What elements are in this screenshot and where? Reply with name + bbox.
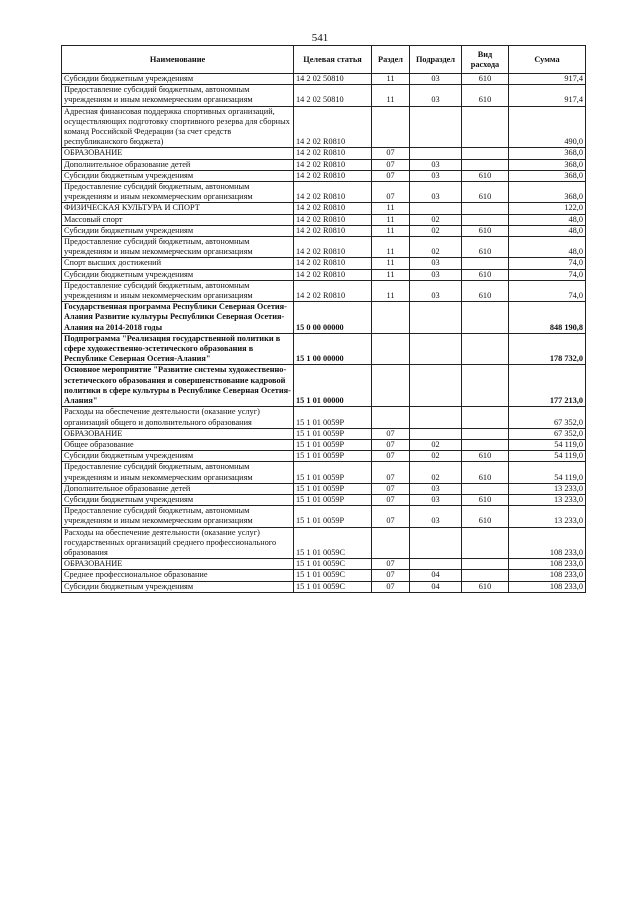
cell-subsection: 03 bbox=[410, 170, 462, 181]
cell-name: Субсидии бюджетным учреждениям bbox=[62, 170, 294, 181]
table-row bbox=[62, 159, 586, 170]
header-subsection: Подраздел bbox=[410, 46, 462, 74]
cell-expense-type bbox=[462, 527, 509, 559]
cell-code: 15 1 01 0059Р bbox=[294, 439, 372, 450]
table-row bbox=[62, 451, 586, 462]
table-row bbox=[62, 333, 586, 365]
cell-subsection: 04 bbox=[410, 570, 462, 581]
cell-section: 07 bbox=[372, 559, 410, 570]
cell-subsection: 02 bbox=[410, 214, 462, 225]
cell-expense-type: 610 bbox=[462, 494, 509, 505]
table-row bbox=[62, 428, 586, 439]
cell-section: 07 bbox=[372, 570, 410, 581]
cell-sum: 917,4 bbox=[509, 74, 586, 85]
cell-section: 11 bbox=[372, 225, 410, 236]
cell-section: 07 bbox=[372, 581, 410, 592]
table-row bbox=[62, 269, 586, 280]
cell-expense-type: 610 bbox=[462, 85, 509, 106]
cell-code: 14 2 02 R0810 bbox=[294, 159, 372, 170]
cell-name: Массовый спорт bbox=[62, 214, 294, 225]
cell-code: 14 2 02 R0810 bbox=[294, 182, 372, 203]
cell-expense-type: 610 bbox=[462, 170, 509, 181]
cell-sum: 48,0 bbox=[509, 237, 586, 258]
cell-sum: 108 233,0 bbox=[509, 559, 586, 570]
cell-name: Дополнительное образование детей bbox=[62, 159, 294, 170]
cell-subsection bbox=[410, 148, 462, 159]
cell-section: 11 bbox=[372, 237, 410, 258]
header-section: Раздел bbox=[372, 46, 410, 74]
cell-subsection: 03 bbox=[410, 494, 462, 505]
cell-expense-type bbox=[462, 570, 509, 581]
budget-table bbox=[61, 45, 586, 593]
cell-code: 15 0 00 00000 bbox=[294, 302, 372, 334]
cell-name: Субсидии бюджетным учреждениям bbox=[62, 269, 294, 280]
cell-section: 07 bbox=[372, 148, 410, 159]
cell-name: Общее образование bbox=[62, 439, 294, 450]
cell-sum: 74,0 bbox=[509, 258, 586, 269]
cell-sum: 54 119,0 bbox=[509, 439, 586, 450]
cell-code: 14 2 02 R0810 bbox=[294, 214, 372, 225]
cell-sum: 74,0 bbox=[509, 280, 586, 301]
cell-code: 14 2 02 R0810 bbox=[294, 280, 372, 301]
cell-sum: 368,0 bbox=[509, 159, 586, 170]
table-row bbox=[62, 182, 586, 203]
cell-section: 07 bbox=[372, 182, 410, 203]
cell-name: Предоставление субсидий бюджетным, автономным учреждениям и иным некоммерческим организациям bbox=[62, 85, 294, 106]
table-row bbox=[62, 74, 586, 85]
cell-section: 07 bbox=[372, 428, 410, 439]
cell-expense-type bbox=[462, 428, 509, 439]
cell-name: Расходы на обеспечение деятельности (оказание услуг) организаций общего и дополнительного образования bbox=[62, 407, 294, 428]
table-row bbox=[62, 203, 586, 214]
cell-name: Среднее профессиональное образование bbox=[62, 570, 294, 581]
cell-expense-type bbox=[462, 559, 509, 570]
cell-expense-type bbox=[462, 258, 509, 269]
cell-sum: 74,0 bbox=[509, 269, 586, 280]
cell-sum: 54 119,0 bbox=[509, 451, 586, 462]
cell-sum: 108 233,0 bbox=[509, 570, 586, 581]
cell-sum: 848 190,8 bbox=[509, 302, 586, 334]
cell-sum: 13 233,0 bbox=[509, 483, 586, 494]
cell-subsection: 02 bbox=[410, 451, 462, 462]
cell-name: Субсидии бюджетным учреждениям bbox=[62, 581, 294, 592]
cell-code: 14 2 02 50810 bbox=[294, 85, 372, 106]
cell-code: 15 1 01 0059Р bbox=[294, 428, 372, 439]
cell-name: Расходы на обеспечение деятельности (оказание услуг) государственных организаций среднего профессионального образования bbox=[62, 527, 294, 559]
cell-subsection: 03 bbox=[410, 506, 462, 527]
cell-subsection: 03 bbox=[410, 269, 462, 280]
table-row bbox=[62, 494, 586, 505]
cell-subsection bbox=[410, 106, 462, 148]
header-expense-type: Вид расхода bbox=[462, 46, 509, 74]
cell-name: Адресная финансовая поддержка спортивных организаций, осуществляющих подготовку спортивного резерва для сборных команд Российской Федерации (за счет средств республиканского бюджета) bbox=[62, 106, 294, 148]
cell-code: 14 2 02 R0810 bbox=[294, 148, 372, 159]
cell-subsection bbox=[410, 407, 462, 428]
cell-name: Подпрограмма "Реализация государственной политики в сфере художественно-эстетического образования в Республике Северная Осетия-Алания" bbox=[62, 333, 294, 365]
cell-subsection: 03 bbox=[410, 159, 462, 170]
cell-section: 11 bbox=[372, 258, 410, 269]
cell-code: 15 1 01 0059Р bbox=[294, 407, 372, 428]
cell-section bbox=[372, 527, 410, 559]
cell-sum: 108 233,0 bbox=[509, 527, 586, 559]
cell-sum: 108 233,0 bbox=[509, 581, 586, 592]
table-row bbox=[62, 106, 586, 148]
cell-expense-type bbox=[462, 106, 509, 148]
cell-section: 11 bbox=[372, 269, 410, 280]
table-row bbox=[62, 570, 586, 581]
cell-section: 07 bbox=[372, 483, 410, 494]
cell-sum: 368,0 bbox=[509, 182, 586, 203]
cell-expense-type: 610 bbox=[462, 506, 509, 527]
cell-section: 07 bbox=[372, 462, 410, 483]
cell-section: 11 bbox=[372, 85, 410, 106]
cell-subsection bbox=[410, 428, 462, 439]
cell-subsection: 02 bbox=[410, 439, 462, 450]
cell-code: 15 1 01 0059С bbox=[294, 527, 372, 559]
table-row bbox=[62, 148, 586, 159]
cell-code: 15 1 01 0059Р bbox=[294, 462, 372, 483]
cell-expense-type: 610 bbox=[462, 451, 509, 462]
cell-expense-type: 610 bbox=[462, 182, 509, 203]
cell-expense-type bbox=[462, 483, 509, 494]
cell-sum: 917,4 bbox=[509, 85, 586, 106]
cell-code: 14 2 02 R0810 bbox=[294, 170, 372, 181]
cell-expense-type bbox=[462, 333, 509, 365]
cell-subsection bbox=[410, 333, 462, 365]
cell-code: 14 2 02 R0810 bbox=[294, 106, 372, 148]
page-number: 541 bbox=[311, 32, 329, 44]
cell-sum: 368,0 bbox=[509, 148, 586, 159]
cell-expense-type bbox=[462, 407, 509, 428]
cell-name: Предоставление субсидий бюджетным, автономным учреждениям и иным некоммерческим организациям bbox=[62, 506, 294, 527]
cell-subsection: 03 bbox=[410, 258, 462, 269]
cell-subsection: 02 bbox=[410, 237, 462, 258]
cell-expense-type: 610 bbox=[462, 462, 509, 483]
cell-code: 14 2 02 R0810 bbox=[294, 269, 372, 280]
cell-name: Государственная программа Республики Северная Осетия-Алания Развитие культуры Республики Северная Осетия-Алания на 2014-2018 годы bbox=[62, 302, 294, 334]
cell-name: Основное мероприятие "Развитие системы художественно-эстетического образования и совершенствование кадровой политики в сфере культуры в Республике Северная Осетия-Алания" bbox=[62, 365, 294, 407]
cell-expense-type bbox=[462, 214, 509, 225]
cell-subsection bbox=[410, 365, 462, 407]
cell-sum: 54 119,0 bbox=[509, 462, 586, 483]
table-row bbox=[62, 559, 586, 570]
cell-section: 07 bbox=[372, 170, 410, 181]
table-row bbox=[62, 407, 586, 428]
cell-sum: 48,0 bbox=[509, 214, 586, 225]
cell-subsection bbox=[410, 527, 462, 559]
cell-expense-type bbox=[462, 365, 509, 407]
cell-code: 15 1 01 0059С bbox=[294, 581, 372, 592]
cell-subsection bbox=[410, 302, 462, 334]
cell-section: 07 bbox=[372, 451, 410, 462]
cell-section: 07 bbox=[372, 439, 410, 450]
cell-expense-type: 610 bbox=[462, 280, 509, 301]
cell-sum: 13 233,0 bbox=[509, 494, 586, 505]
cell-name: Дополнительное образование детей bbox=[62, 483, 294, 494]
table-body bbox=[62, 74, 586, 593]
cell-sum: 490,0 bbox=[509, 106, 586, 148]
table-row bbox=[62, 258, 586, 269]
cell-code: 14 2 02 R0810 bbox=[294, 203, 372, 214]
table-row bbox=[62, 170, 586, 181]
cell-name: Субсидии бюджетным учреждениям bbox=[62, 225, 294, 236]
cell-expense-type bbox=[462, 159, 509, 170]
table-row bbox=[62, 302, 586, 334]
cell-sum: 67 352,0 bbox=[509, 428, 586, 439]
table-row bbox=[62, 214, 586, 225]
cell-code: 15 1 00 00000 bbox=[294, 333, 372, 365]
cell-subsection: 04 bbox=[410, 581, 462, 592]
cell-code: 15 1 01 0059Р bbox=[294, 483, 372, 494]
cell-section bbox=[372, 365, 410, 407]
cell-code: 14 2 02 R0810 bbox=[294, 258, 372, 269]
cell-sum: 48,0 bbox=[509, 225, 586, 236]
cell-subsection: 03 bbox=[410, 483, 462, 494]
cell-sum: 368,0 bbox=[509, 170, 586, 181]
cell-code: 15 1 01 0059Р bbox=[294, 506, 372, 527]
cell-section bbox=[372, 407, 410, 428]
cell-subsection: 03 bbox=[410, 182, 462, 203]
header-code: Целевая статья bbox=[294, 46, 372, 74]
header-row bbox=[62, 46, 586, 74]
cell-expense-type: 610 bbox=[462, 581, 509, 592]
cell-code: 15 1 01 0059Р bbox=[294, 494, 372, 505]
cell-section: 11 bbox=[372, 280, 410, 301]
cell-section: 07 bbox=[372, 159, 410, 170]
cell-code: 15 1 01 0059С bbox=[294, 559, 372, 570]
cell-section: 11 bbox=[372, 214, 410, 225]
cell-name: Предоставление субсидий бюджетным, автономным учреждениям и иным некоммерческим организациям bbox=[62, 182, 294, 203]
cell-code: 15 1 01 0059Р bbox=[294, 451, 372, 462]
table-row bbox=[62, 225, 586, 236]
table-row bbox=[62, 280, 586, 301]
cell-expense-type bbox=[462, 439, 509, 450]
cell-name: Субсидии бюджетным учреждениям bbox=[62, 494, 294, 505]
cell-sum: 122,0 bbox=[509, 203, 586, 214]
cell-code: 14 2 02 50810 bbox=[294, 74, 372, 85]
cell-name: ОБРАЗОВАНИЕ bbox=[62, 148, 294, 159]
cell-expense-type bbox=[462, 203, 509, 214]
table-row bbox=[62, 462, 586, 483]
cell-subsection: 03 bbox=[410, 280, 462, 301]
cell-subsection bbox=[410, 559, 462, 570]
cell-section: 11 bbox=[372, 203, 410, 214]
cell-sum: 13 233,0 bbox=[509, 506, 586, 527]
cell-name: Предоставление субсидий бюджетным, автономным учреждениям и иным некоммерческим организациям bbox=[62, 237, 294, 258]
cell-name: Предоставление субсидий бюджетным, автономным учреждениям и иным некоммерческим организациям bbox=[62, 462, 294, 483]
table-row bbox=[62, 85, 586, 106]
header-name: Наименование bbox=[62, 46, 294, 74]
cell-subsection: 02 bbox=[410, 462, 462, 483]
cell-subsection bbox=[410, 203, 462, 214]
cell-name: ОБРАЗОВАНИЕ bbox=[62, 559, 294, 570]
cell-code: 15 1 01 0059С bbox=[294, 570, 372, 581]
cell-name: Предоставление субсидий бюджетным, автономным учреждениям и иным некоммерческим организациям bbox=[62, 280, 294, 301]
cell-expense-type: 610 bbox=[462, 225, 509, 236]
cell-subsection: 03 bbox=[410, 74, 462, 85]
table-row bbox=[62, 581, 586, 592]
cell-code: 14 2 02 R0810 bbox=[294, 237, 372, 258]
table-row bbox=[62, 237, 586, 258]
cell-name: Субсидии бюджетным учреждениям bbox=[62, 451, 294, 462]
cell-name: ОБРАЗОВАНИЕ bbox=[62, 428, 294, 439]
cell-name: ФИЗИЧЕСКАЯ КУЛЬТУРА И СПОРТ bbox=[62, 203, 294, 214]
header-sum: Сумма bbox=[509, 46, 586, 74]
cell-subsection: 03 bbox=[410, 85, 462, 106]
cell-section bbox=[372, 106, 410, 148]
cell-expense-type: 610 bbox=[462, 269, 509, 280]
cell-section: 11 bbox=[372, 74, 410, 85]
cell-sum: 177 213,0 bbox=[509, 365, 586, 407]
cell-expense-type: 610 bbox=[462, 237, 509, 258]
cell-name: Субсидии бюджетным учреждениям bbox=[62, 74, 294, 85]
cell-section bbox=[372, 333, 410, 365]
cell-subsection: 02 bbox=[410, 225, 462, 236]
cell-expense-type bbox=[462, 148, 509, 159]
cell-sum: 67 352,0 bbox=[509, 407, 586, 428]
table-row bbox=[62, 365, 586, 407]
cell-section bbox=[372, 302, 410, 334]
cell-expense-type: 610 bbox=[462, 74, 509, 85]
cell-section: 07 bbox=[372, 506, 410, 527]
cell-sum: 178 732,0 bbox=[509, 333, 586, 365]
cell-expense-type bbox=[462, 302, 509, 334]
cell-code: 15 1 01 00000 bbox=[294, 365, 372, 407]
cell-name: Спорт высших достижений bbox=[62, 258, 294, 269]
cell-code: 14 2 02 R0810 bbox=[294, 225, 372, 236]
table-row bbox=[62, 506, 586, 527]
table-row bbox=[62, 439, 586, 450]
table-row bbox=[62, 483, 586, 494]
cell-section: 07 bbox=[372, 494, 410, 505]
table-row bbox=[62, 527, 586, 559]
